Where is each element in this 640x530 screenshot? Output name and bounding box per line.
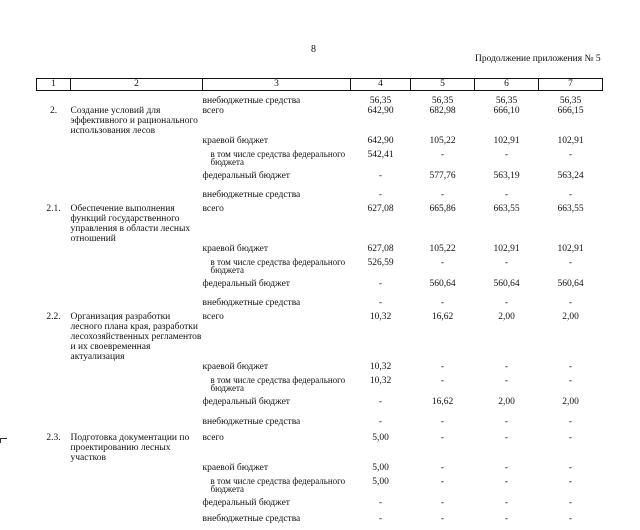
- value-col-4: -: [351, 514, 411, 530]
- item-name: Обеспечение выполнения функций государственного управления в области лесных отношений: [71, 204, 203, 244]
- value-col-6: -: [475, 298, 539, 312]
- value-col-6: -: [475, 463, 539, 477]
- item-name: [71, 244, 203, 258]
- item-number: 2.1.: [37, 204, 71, 244]
- funding-source: в том числе средства федерального бюджета: [203, 150, 351, 171]
- table-row: [37, 91, 603, 107]
- value-col-4: 642,90: [351, 106, 411, 136]
- value-col-7: -: [539, 150, 603, 171]
- funding-source: внебюджетные средства: [203, 298, 351, 312]
- item-name: [71, 91, 203, 107]
- item-number: [37, 136, 71, 150]
- continuation-caption: Продолжение приложения № 5: [475, 54, 601, 64]
- value-col-5: -: [411, 362, 475, 376]
- value-col-7: -: [539, 498, 603, 514]
- value-col-6: 563,19: [475, 171, 539, 190]
- value-col-7: 2,00: [539, 312, 603, 362]
- table-row: [37, 312, 603, 362]
- value-col-4: 5,00: [351, 477, 411, 498]
- item-name: [71, 514, 203, 530]
- value-col-6: 102,91: [475, 136, 539, 150]
- value-col-7: 102,91: [539, 244, 603, 258]
- value-col-5: -: [411, 498, 475, 514]
- item-number: 2.2.: [37, 312, 71, 362]
- value-col-4: 627,08: [351, 244, 411, 258]
- value-col-5: -: [411, 298, 475, 312]
- value-col-7: -: [539, 514, 603, 530]
- column-header-6: 6: [475, 79, 539, 91]
- funding-source: всего: [203, 204, 351, 244]
- value-col-5: 665,86: [411, 204, 475, 244]
- value-col-7: -: [539, 477, 603, 498]
- value-col-4: -: [351, 190, 411, 204]
- table-row: [37, 244, 603, 258]
- item-name: [71, 190, 203, 204]
- item-name: [71, 397, 203, 417]
- value-col-4: 10,32: [351, 362, 411, 376]
- value-col-4: 5,00: [351, 433, 411, 463]
- table-row: [37, 463, 603, 477]
- item-number: [37, 258, 71, 279]
- funding-source: федеральный бюджет: [203, 397, 351, 417]
- value-col-7: 560,64: [539, 279, 603, 298]
- funding-source: внебюджетные средства: [203, 417, 351, 433]
- item-name: [71, 463, 203, 477]
- table-row: [37, 106, 603, 136]
- item-number: [37, 362, 71, 376]
- page-number: 8: [311, 44, 316, 55]
- value-col-6: -: [475, 362, 539, 376]
- item-number: [37, 298, 71, 312]
- item-number: [37, 171, 71, 190]
- value-col-5: -: [411, 463, 475, 477]
- funding-source: в том числе средства федерального бюджета: [203, 258, 351, 279]
- value-col-4: 5,00: [351, 463, 411, 477]
- value-col-6: -: [475, 150, 539, 171]
- value-col-5: 16,62: [411, 397, 475, 417]
- funding-source: краевой бюджет: [203, 136, 351, 150]
- budget-table: [36, 78, 603, 530]
- value-col-4: -: [351, 397, 411, 417]
- value-col-5: -: [411, 258, 475, 279]
- column-header-5: 5: [411, 79, 475, 91]
- item-number: [37, 150, 71, 171]
- table-row: [37, 136, 603, 150]
- item-number: [37, 397, 71, 417]
- item-name: [71, 477, 203, 498]
- value-col-6: -: [475, 417, 539, 433]
- item-name: [71, 279, 203, 298]
- header-row: [37, 79, 603, 91]
- funding-source: в том числе средства федерального бюджета: [203, 477, 351, 498]
- value-col-6: -: [475, 190, 539, 204]
- funding-source: внебюджетные средства: [203, 514, 351, 530]
- funding-source: краевой бюджет: [203, 463, 351, 477]
- table-row: [37, 498, 603, 514]
- table-row: [37, 514, 603, 530]
- item-name: [71, 362, 203, 376]
- value-col-4: 10,32: [351, 376, 411, 397]
- item-name: [71, 376, 203, 397]
- value-col-6: 56,35: [475, 91, 539, 107]
- value-col-5: -: [411, 376, 475, 397]
- value-col-6: -: [475, 258, 539, 279]
- funding-source: федеральный бюджет: [203, 498, 351, 514]
- funding-source: всего: [203, 312, 351, 362]
- funding-source: федеральный бюджет: [203, 279, 351, 298]
- table-row: [37, 477, 603, 498]
- value-col-6: -: [475, 514, 539, 530]
- value-col-6: 663,55: [475, 204, 539, 244]
- item-number: [37, 417, 71, 433]
- item-name: [71, 498, 203, 514]
- funding-source: в том числе средства федерального бюджета: [203, 376, 351, 397]
- table-row: [37, 279, 603, 298]
- value-col-5: -: [411, 477, 475, 498]
- value-col-6: 102,91: [475, 244, 539, 258]
- table-row: [37, 376, 603, 397]
- funding-source: всего: [203, 433, 351, 463]
- column-header-2: 2: [71, 79, 203, 91]
- table-row: [37, 397, 603, 417]
- item-number: [37, 477, 71, 498]
- column-header-1: 1: [37, 79, 71, 91]
- value-col-7: 663,55: [539, 204, 603, 244]
- item-name: [71, 150, 203, 171]
- column-header-4: 4: [351, 79, 411, 91]
- table-row: [37, 417, 603, 433]
- item-number: 2.3.: [37, 433, 71, 463]
- value-col-5: -: [411, 190, 475, 204]
- funding-source: внебюджетные средства: [203, 91, 351, 107]
- item-name: [71, 136, 203, 150]
- value-col-4: -: [351, 417, 411, 433]
- item-name: Создание условий для эффективного и рационального использования лесов: [71, 106, 203, 136]
- table-row: [37, 204, 603, 244]
- value-col-6: -: [475, 433, 539, 463]
- scan-corner-mark: [0, 438, 7, 443]
- table-row: [37, 298, 603, 312]
- item-name: [71, 258, 203, 279]
- table-body: [37, 91, 603, 530]
- funding-source: краевой бюджет: [203, 244, 351, 258]
- table-row: [37, 150, 603, 171]
- value-col-6: -: [475, 477, 539, 498]
- value-col-6: -: [475, 498, 539, 514]
- value-col-6: 560,64: [475, 279, 539, 298]
- item-name: Подготовка документации по проектированию лесных участков: [71, 433, 203, 463]
- value-col-6: 2,00: [475, 397, 539, 417]
- value-col-5: -: [411, 150, 475, 171]
- value-col-6: 2,00: [475, 312, 539, 362]
- value-col-5: 577,76: [411, 171, 475, 190]
- value-col-7: 666,15: [539, 106, 603, 136]
- value-col-4: 10,32: [351, 312, 411, 362]
- funding-source: всего: [203, 106, 351, 136]
- value-col-5: -: [411, 417, 475, 433]
- value-col-7: -: [539, 463, 603, 477]
- column-header-7: 7: [539, 79, 603, 91]
- table-row: [37, 190, 603, 204]
- item-name: [71, 298, 203, 312]
- value-col-7: 102,91: [539, 136, 603, 150]
- value-col-5: 16,62: [411, 312, 475, 362]
- funding-source: краевой бюджет: [203, 362, 351, 376]
- value-col-6: 666,10: [475, 106, 539, 136]
- table-row: [37, 433, 603, 463]
- value-col-4: -: [351, 279, 411, 298]
- value-col-5: -: [411, 433, 475, 463]
- item-number: [37, 463, 71, 477]
- item-name: [71, 171, 203, 190]
- value-col-4: 642,90: [351, 136, 411, 150]
- value-col-7: 2,00: [539, 397, 603, 417]
- item-number: [37, 190, 71, 204]
- value-col-4: -: [351, 498, 411, 514]
- funding-source: внебюджетные средства: [203, 190, 351, 204]
- value-col-4: -: [351, 171, 411, 190]
- item-number: [37, 514, 71, 530]
- item-name: Организация разработки лесного плана края, разработки лесохозяйственных регламентов и их своевременная актуализация: [71, 312, 203, 362]
- item-number: [37, 279, 71, 298]
- value-col-7: -: [539, 376, 603, 397]
- value-col-5: 105,22: [411, 136, 475, 150]
- item-number: [37, 498, 71, 514]
- value-col-5: 682,98: [411, 106, 475, 136]
- table-row: [37, 362, 603, 376]
- value-col-7: -: [539, 417, 603, 433]
- item-number: [37, 91, 71, 107]
- funding-source: федеральный бюджет: [203, 171, 351, 190]
- table-row: [37, 258, 603, 279]
- value-col-7: -: [539, 298, 603, 312]
- value-col-7: -: [539, 258, 603, 279]
- table-row: [37, 171, 603, 190]
- value-col-5: -: [411, 514, 475, 530]
- value-col-4: 526,59: [351, 258, 411, 279]
- value-col-7: -: [539, 362, 603, 376]
- item-number: [37, 244, 71, 258]
- value-col-5: 105,22: [411, 244, 475, 258]
- value-col-7: -: [539, 190, 603, 204]
- value-col-7: 563,24: [539, 171, 603, 190]
- value-col-4: 56,35: [351, 91, 411, 107]
- value-col-7: -: [539, 433, 603, 463]
- column-header-3: 3: [203, 79, 351, 91]
- item-number: [37, 376, 71, 397]
- item-name: [71, 417, 203, 433]
- value-col-4: 542,41: [351, 150, 411, 171]
- item-number: 2.: [37, 106, 71, 136]
- value-col-6: -: [475, 376, 539, 397]
- value-col-7: 56,35: [539, 91, 603, 107]
- value-col-4: 627,08: [351, 204, 411, 244]
- value-col-4: -: [351, 298, 411, 312]
- value-col-5: 560,64: [411, 279, 475, 298]
- value-col-5: 56,35: [411, 91, 475, 107]
